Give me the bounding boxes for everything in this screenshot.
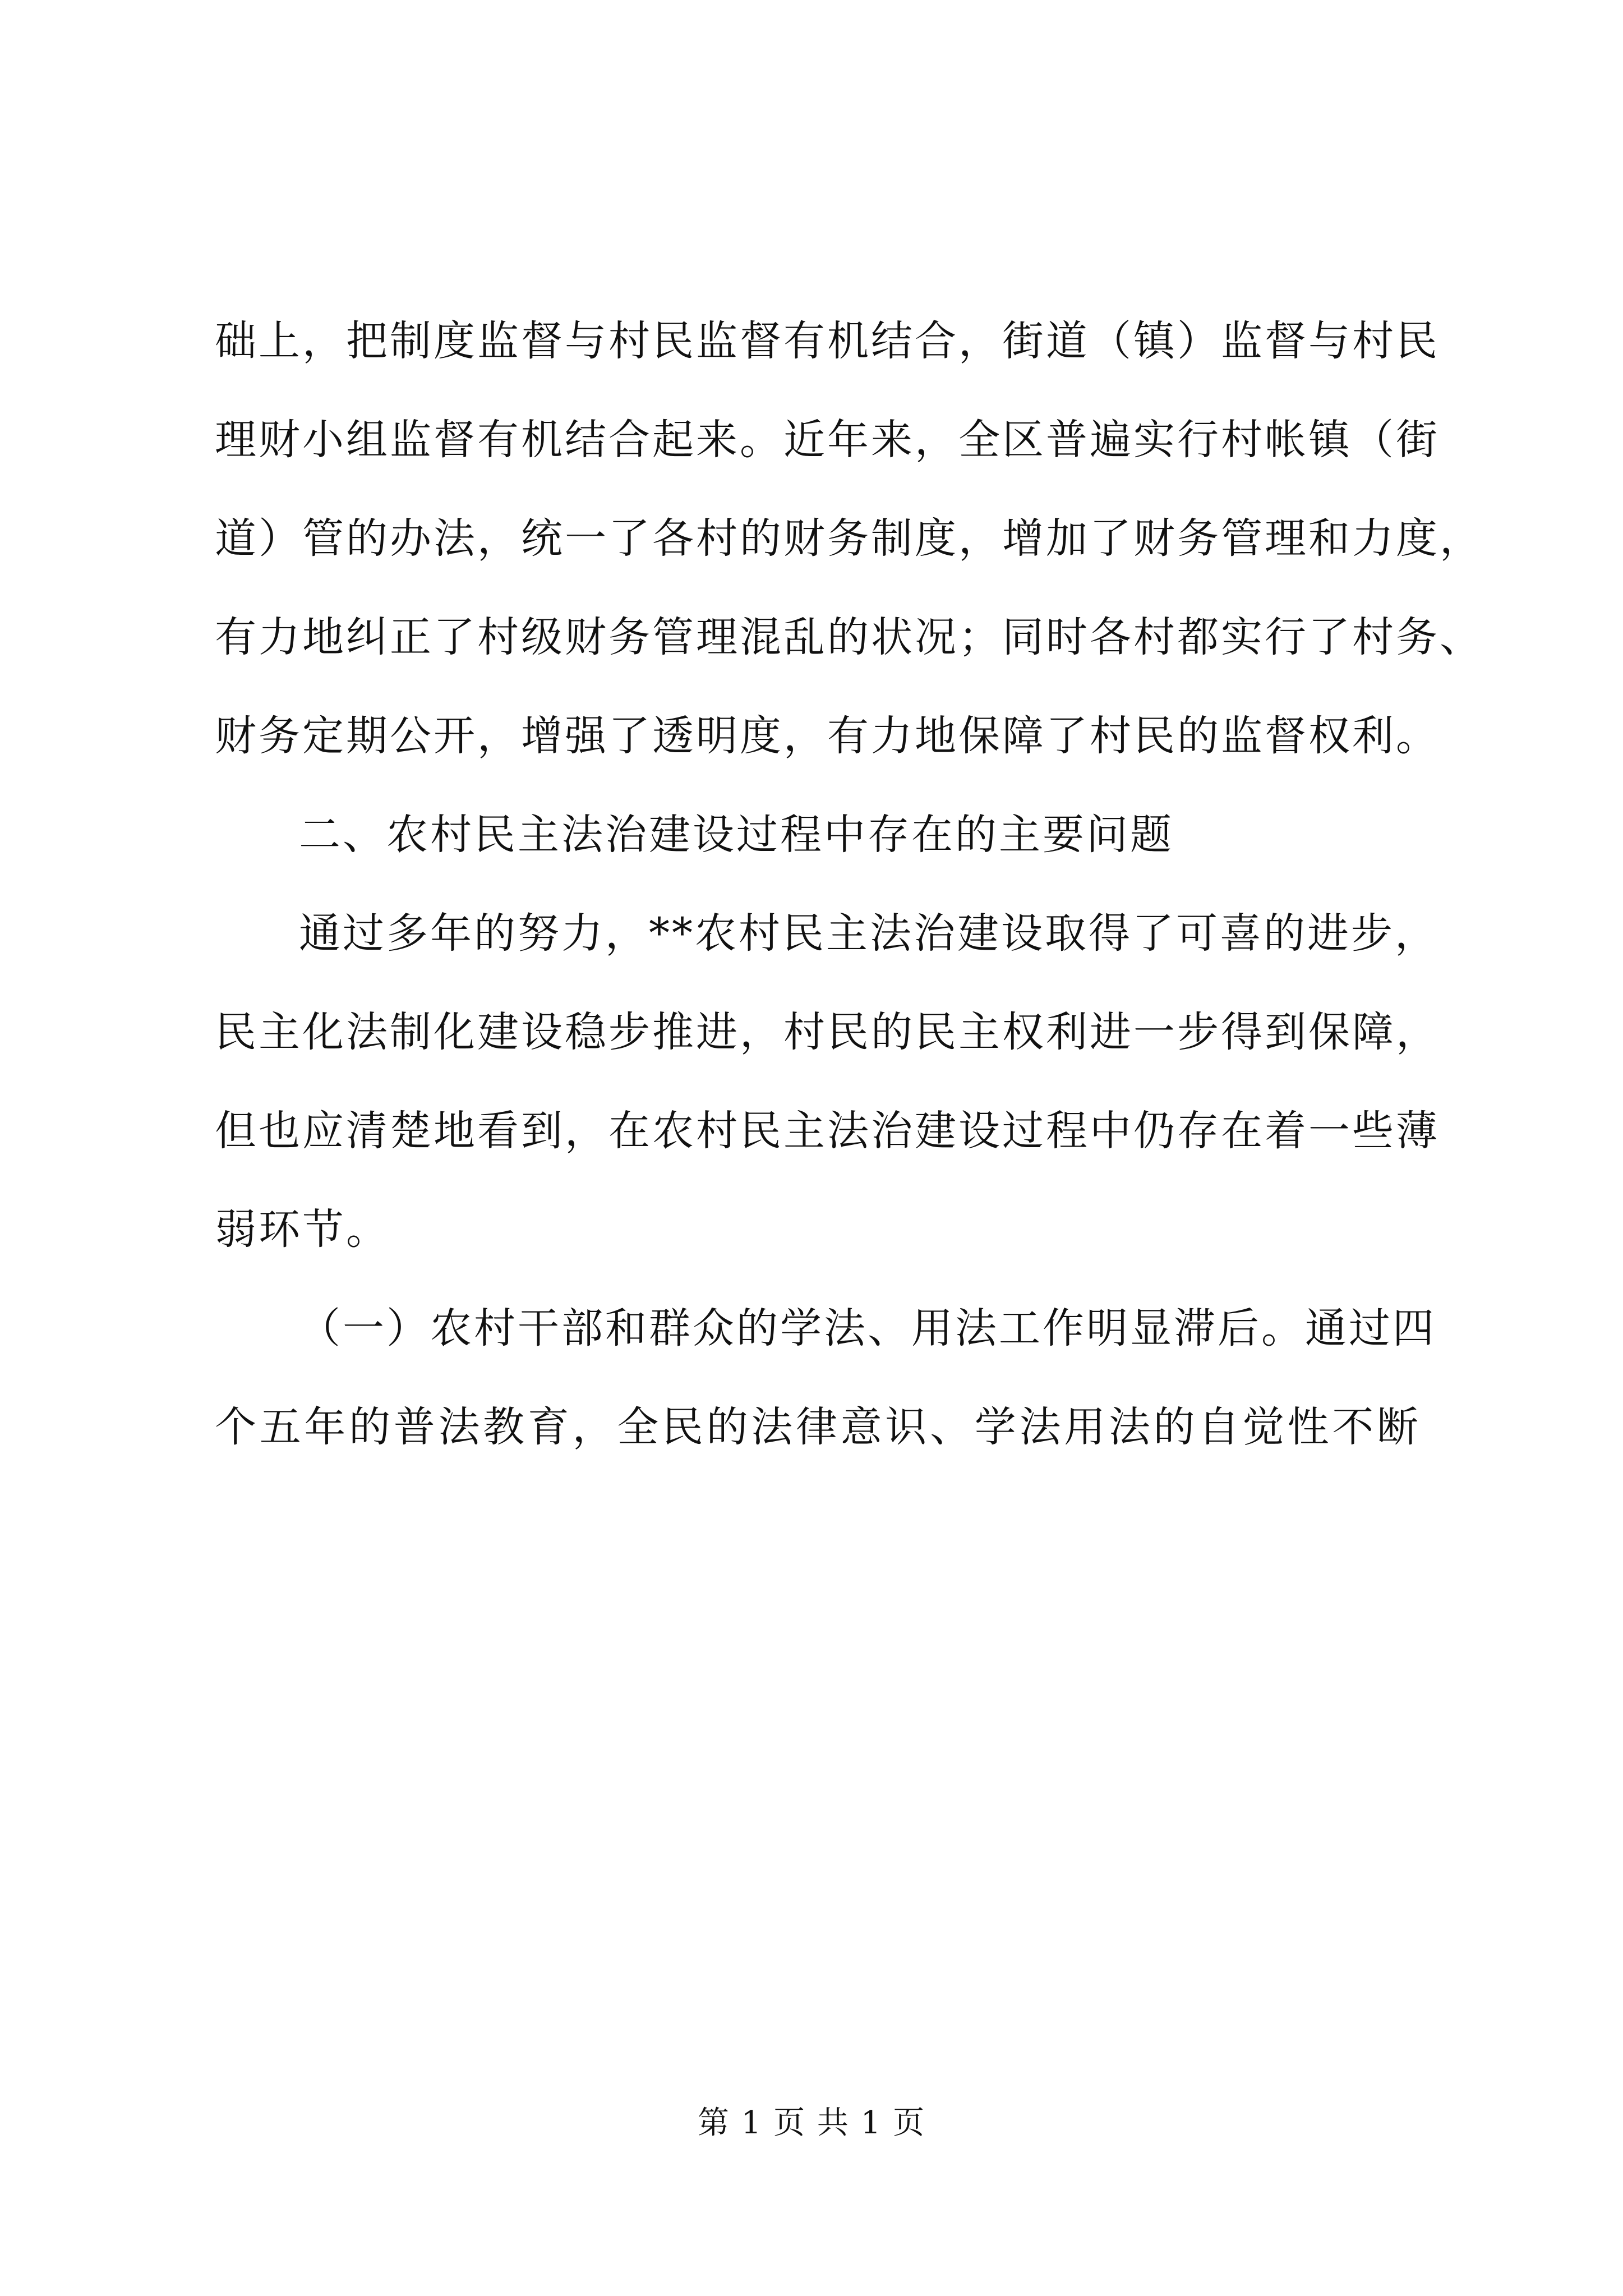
paragraph-line: 弱环节。 [215,1205,390,1254]
paragraph-line: 但也应清楚地看到，在农村民主法治建设过程中仍存在着一些薄 [215,1107,1440,1155]
paragraph-line: 个五年的普法教育，全民的法律意识、学法用法的自觉性不断 [215,1403,1421,1451]
paragraph-line: 理财小组监督有机结合起来。近年来，全区普遍实行村帐镇（街 [215,416,1440,464]
paragraph-line: 础上，把制度监督与村民监督有机结合，街道（镇）监督与村民 [215,317,1440,365]
section-heading: 二、农村民主法治建设过程中存在的主要问题 [299,811,1174,859]
page-footer: 第 1 页 共 1 页 [697,2105,926,2141]
paragraph-line: 道）管的办法，统一了各村的财务制度，增加了财务管理和力度， [215,514,1483,563]
body-text [215,292,1483,1476]
paragraph-line: 财务定期公开，增强了透明度，有力地保障了村民的监督权利。 [215,712,1440,760]
paragraph-line: 通过多年的努力，**农村民主法治建设取得了可喜的进步， [299,909,1438,958]
subsection-line: （一）农村干部和群众的学法、用法工作明显滞后。通过四 [299,1304,1436,1352]
paragraph-line: 民主化法制化建设稳步推进，村民的民主权利进一步得到保障， [215,1008,1440,1056]
paragraph-line: 有力地纠正了村级财务管理混乱的状况；同时各村都实行了村务、 [215,613,1483,661]
